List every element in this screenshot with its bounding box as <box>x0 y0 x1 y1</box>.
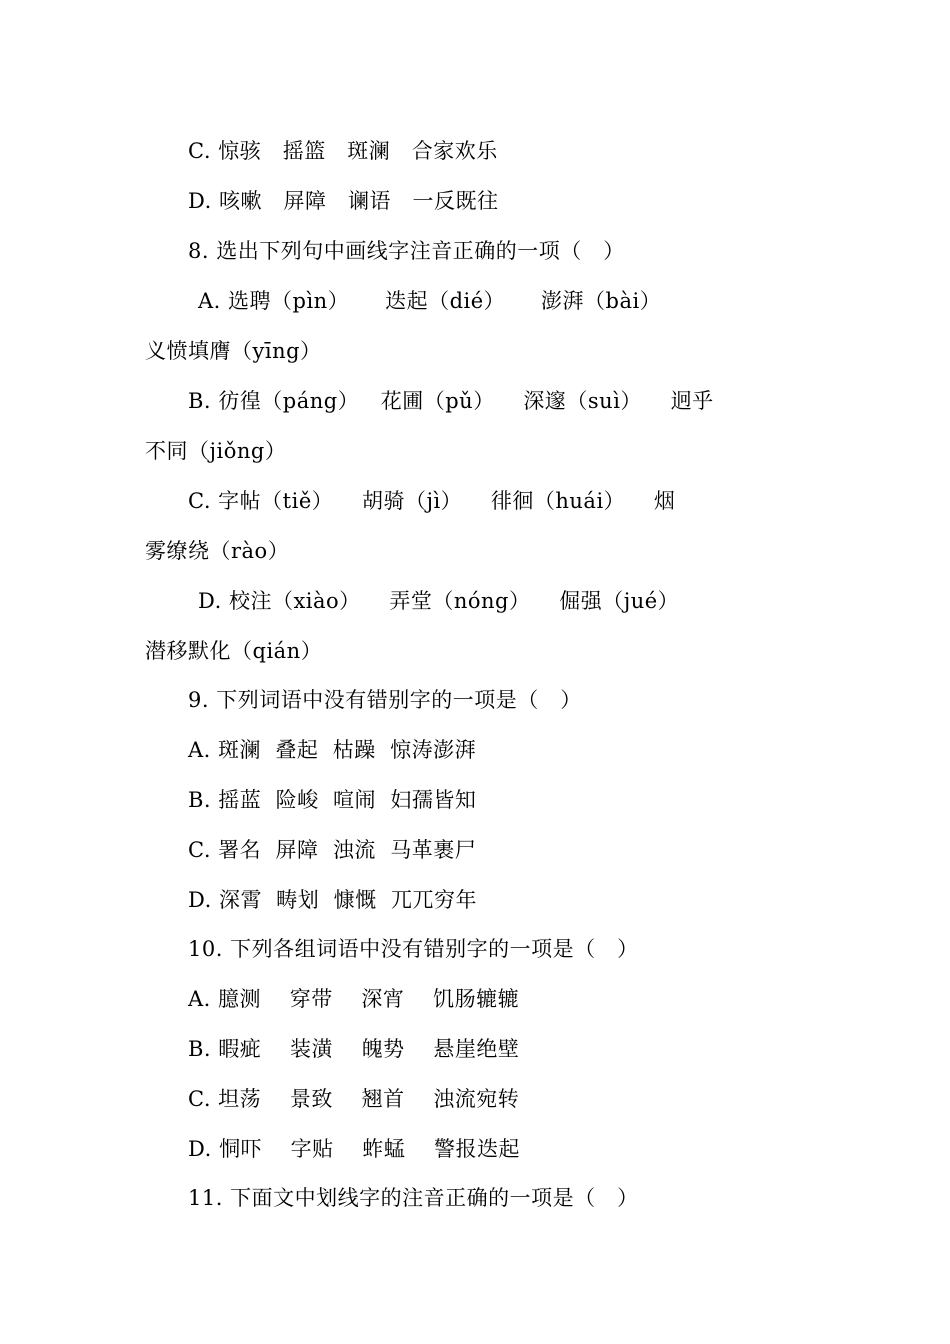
q7-option-c: C. 惊骇 摇篮 斑澜 合家欢乐 <box>188 139 498 163</box>
q8-option-c-line2: 雾缭绕（rào） <box>145 539 290 563</box>
q11-question: 11. 下面文中划线字的注音正确的一项是（ ） <box>188 1186 639 1210</box>
q8-question: 8. 选出下列句中画线字注音正确的一项（ ） <box>188 239 625 263</box>
q9-question: 9. 下列词语中没有错别字的一项是（ ） <box>188 688 582 712</box>
q7-option-d: D. 咳嗽 屏障 谰语 一反既往 <box>188 189 499 213</box>
q8-option-d-line1: D. 校注（xiào） 弄堂（nóng） 倔强（jué） <box>198 589 680 613</box>
q9-option-b: B. 摇蓝 险峻 喧闹 妇孺皆知 <box>188 788 477 812</box>
q10-option-d: D. 恫吓 字贴 蚱蜢 警报迭起 <box>188 1137 521 1161</box>
q8-option-b-line2: 不同（jiǒng） <box>145 439 287 463</box>
q8-option-b-line1: B. 彷徨（páng） 花圃（pǔ） 深邃（suì） 迥乎 <box>188 389 714 413</box>
q8-option-a-line2: 义愤填膺（yīng） <box>145 339 322 363</box>
q10-option-c: C. 坦荡 景致 翘首 浊流宛转 <box>188 1087 520 1111</box>
q8-option-a-line1: A. 选聘（pìn） 迭起（dié） 澎湃（bài） <box>198 289 662 313</box>
q8-option-d-line2: 潜移默化（qián） <box>145 639 323 663</box>
q10-option-b: B. 暇疵 装潢 魄势 悬崖绝壁 <box>188 1037 520 1061</box>
q10-question: 10. 下列各组词语中没有错别字的一项是（ ） <box>188 937 639 961</box>
q8-option-c-line1: C. 字帖（tiě） 胡骑（jì） 徘徊（huái） 烟 <box>188 489 676 513</box>
q9-option-d: D. 深霄 畴划 慷慨 兀兀穷年 <box>188 888 477 912</box>
q9-option-a: A. 斑澜 叠起 枯躁 惊涛澎湃 <box>188 738 477 762</box>
q10-option-a: A. 臆测 穿带 深宵 饥肠辘辘 <box>188 987 520 1011</box>
q9-option-c: C. 署名 屏障 浊流 马革裹尸 <box>188 838 477 862</box>
